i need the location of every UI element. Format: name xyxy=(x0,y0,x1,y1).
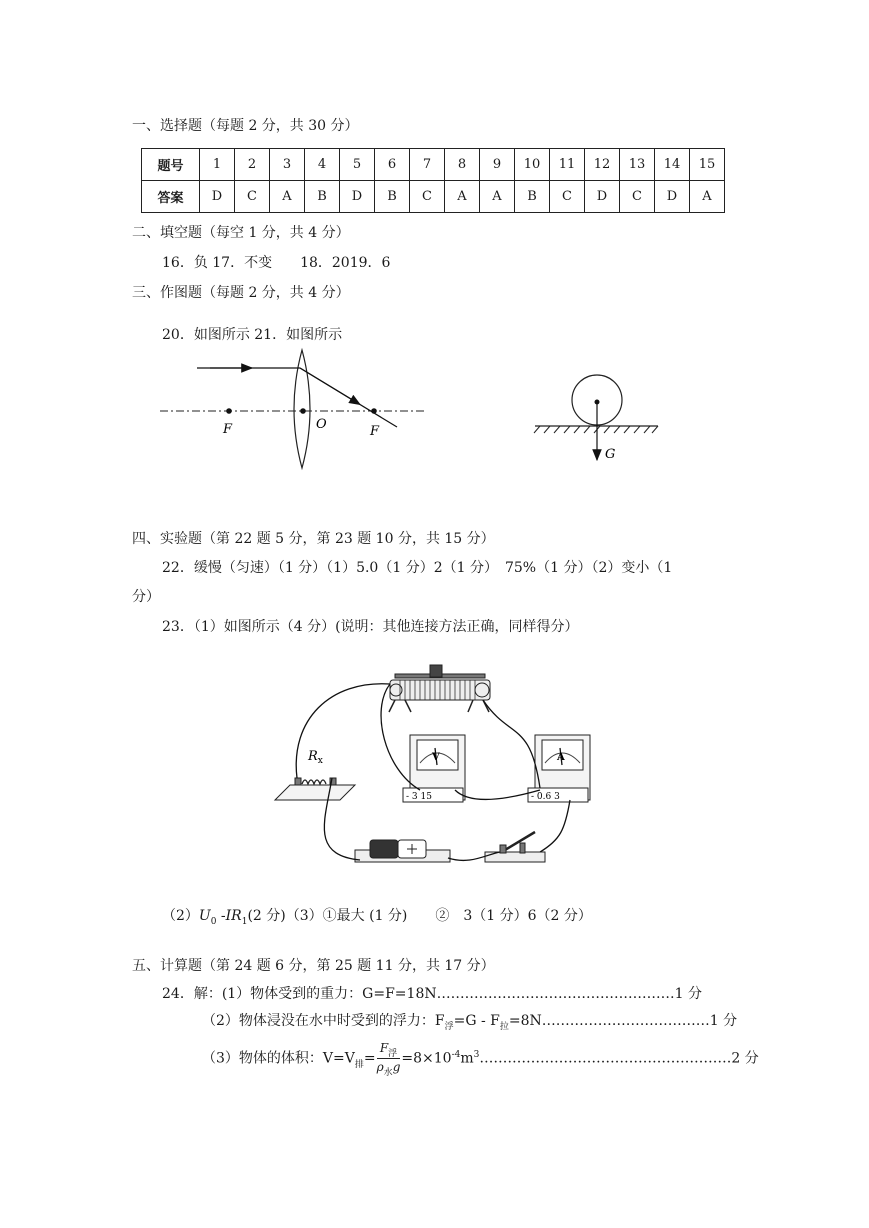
frac-g: g xyxy=(392,1060,401,1074)
q24-exp2: 3 xyxy=(473,1049,480,1060)
u0-subscript: 0 xyxy=(210,917,217,927)
minus-sign: - xyxy=(216,908,226,924)
label-f-left: F xyxy=(223,422,233,437)
q22-line1: 22．缓慢（匀速）（1 分）（1）5.0（1 分）2（1 分） 75%（1 分）（2）变小（1 xyxy=(162,560,673,576)
number-cell: 7 xyxy=(410,149,445,181)
answer-cell: A xyxy=(445,181,480,213)
lens-diagram xyxy=(150,345,440,480)
number-cell: 8 xyxy=(445,149,480,181)
answer-cell: A xyxy=(480,181,515,213)
answer-cell: D xyxy=(585,181,620,213)
q24-line2-a: （2）物体浸没在水中时受到的浮力：F xyxy=(202,1013,445,1029)
rx-label: $R_x$ xyxy=(308,749,323,766)
ir-subscript: 1 xyxy=(241,917,248,927)
answer-cell: B xyxy=(305,181,340,213)
number-cell: 15 xyxy=(690,149,725,181)
number-cell: 3 xyxy=(270,149,305,181)
ammeter xyxy=(528,735,590,802)
number-cell: 9 xyxy=(480,149,515,181)
battery xyxy=(355,840,450,862)
answer-table xyxy=(141,148,725,213)
ammeter-symbol: A xyxy=(557,752,565,763)
q24-exp: -4 xyxy=(451,1049,461,1060)
q24-line2-c: =8N………………………………1 分 xyxy=(508,1013,738,1029)
q22-line2: 分） xyxy=(132,589,160,605)
q23-part2 xyxy=(162,907,592,927)
answer-cell: B xyxy=(375,181,410,213)
voltmeter-symbol: V xyxy=(432,752,440,763)
q24-sub-buoyant: 浮 xyxy=(444,1022,454,1032)
table-row-answers xyxy=(142,181,725,213)
frac-numerator: F xyxy=(379,1041,389,1055)
focus-point-right xyxy=(371,408,377,414)
section2-answers: 16．负 17．不变 18．2019．6 xyxy=(162,255,391,271)
section3-heading: 三、作图题（每题 2 分，共 4 分） xyxy=(132,285,350,301)
number-cell: 10 xyxy=(515,149,550,181)
number-cell: 2 xyxy=(235,149,270,181)
label-f-right: F xyxy=(370,424,380,439)
number-cell: 1 xyxy=(200,149,235,181)
ir-symbol: IR xyxy=(225,908,242,924)
row-label-answer: 答案 xyxy=(142,181,200,213)
q24-line1: 24．解：(1）物体受到的重力：G=F=18N……………………………………………1 分 xyxy=(162,986,702,1002)
rheostat xyxy=(389,665,490,712)
row-label-number: 题号 xyxy=(142,149,200,181)
q24-line3-d: ………………………………………………2 分 xyxy=(479,1050,759,1067)
answer-cell: C xyxy=(550,181,585,213)
switch xyxy=(485,832,545,862)
frac-num-sub: 浮 xyxy=(388,1049,398,1059)
label-g: G xyxy=(605,447,616,462)
q24-sub-displaced: 排 xyxy=(354,1059,364,1070)
focus-point-left xyxy=(226,408,232,414)
answer-cell: D xyxy=(655,181,690,213)
ground-hatching xyxy=(534,426,658,433)
q24-line3-c: m xyxy=(460,1050,474,1067)
q24-line2 xyxy=(202,1012,737,1032)
q23-part2-rest: (2 分)（3）①最大 (1 分) ② 3（1 分）6（2 分） xyxy=(247,908,592,924)
optical-center xyxy=(300,408,306,414)
label-o: O xyxy=(316,417,327,432)
answer-cell: A xyxy=(270,181,305,213)
section1-heading: 一、选择题（每题 2 分，共 30 分） xyxy=(132,118,359,134)
answer-cell: B xyxy=(515,181,550,213)
q24-line2-b: =G - F xyxy=(453,1013,500,1029)
section5-heading: 五、计算题（第 24 题 6 分，第 25 题 11 分，共 17 分） xyxy=(132,958,495,974)
u0-symbol: U xyxy=(198,908,211,924)
q24-line3-a: （3）物体的体积：V=V xyxy=(202,1050,355,1067)
section4-heading: 四、实验题（第 22 题 5 分，第 23 题 10 分，共 15 分） xyxy=(132,531,495,547)
number-cell: 6 xyxy=(375,149,410,181)
circuit-diagram xyxy=(270,660,600,875)
table-row-numbers xyxy=(142,149,725,181)
number-cell: 14 xyxy=(655,149,690,181)
q24-line3-eq: = xyxy=(363,1050,376,1067)
q23-line: 23．（1）如图所示（4 分）(说明：其他连接方法正确，同样得分） xyxy=(162,619,579,635)
q24-line3 xyxy=(202,1040,759,1077)
number-cell: 11 xyxy=(550,149,585,181)
gravity-diagram xyxy=(530,370,665,470)
voltmeter-terminals: - 3 15 xyxy=(406,792,432,802)
answer-cell: C xyxy=(235,181,270,213)
q24-sub-pull: 拉 xyxy=(499,1022,509,1032)
frac-rho: ρ xyxy=(376,1060,384,1074)
ammeter-terminals: - 0.6 3 xyxy=(531,792,560,802)
frac-rho-sub: 水 xyxy=(383,1068,393,1078)
answer-cell: C xyxy=(410,181,445,213)
answer-cell: D xyxy=(340,181,375,213)
number-cell: 5 xyxy=(340,149,375,181)
number-cell: 13 xyxy=(620,149,655,181)
resistor-rx xyxy=(275,749,355,800)
number-cell: 12 xyxy=(585,149,620,181)
volume-fraction xyxy=(377,1040,401,1077)
section2-heading: 二、填空题（每空 1 分，共 4 分） xyxy=(132,225,350,241)
answer-cell: D xyxy=(200,181,235,213)
answer-cell: C xyxy=(620,181,655,213)
voltmeter xyxy=(403,735,465,802)
number-cell: 4 xyxy=(305,149,340,181)
section3-line: 20．如图所示 21．如图所示 xyxy=(162,327,343,343)
q23-part2-prefix: （2） xyxy=(162,908,199,924)
q24-line3-b: =8×10 xyxy=(401,1050,452,1067)
answer-cell: A xyxy=(690,181,725,213)
